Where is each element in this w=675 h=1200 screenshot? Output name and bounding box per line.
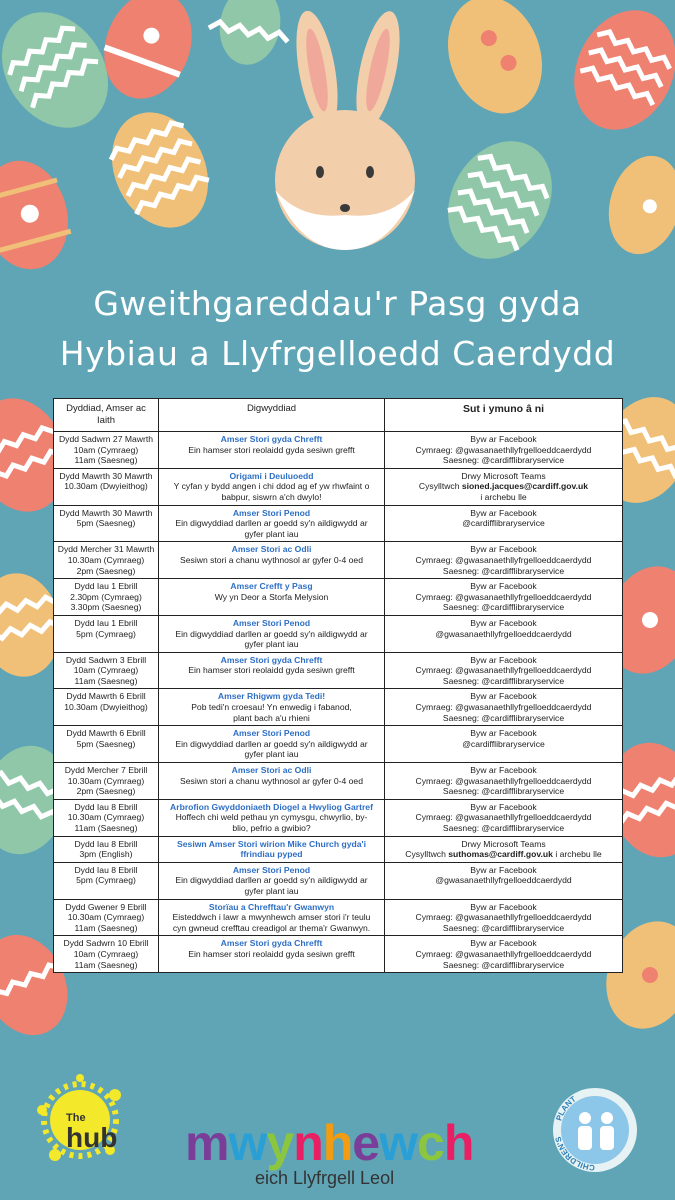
cell-event (159, 799, 385, 836)
page-title-line-2: Hybiau a Llyfrgelloedd Caerdydd (59, 334, 616, 373)
cell-event (159, 836, 385, 862)
event-title: Storïau a Chrefftau'r Gwanwyn (208, 901, 335, 912)
page-title-line-1: Gweithgareddau'r Pasg gyda (93, 284, 582, 323)
date-line: 2pm (Saesneg) (76, 786, 136, 797)
cell-event (159, 763, 385, 800)
cell-event (159, 936, 385, 973)
table-row (54, 615, 623, 652)
table-row (54, 899, 623, 936)
egg-icon (0, 151, 80, 279)
join-line: Saesneg: @cardifflibraryservice (442, 675, 565, 686)
svg-text:CHILDREN'S (554, 1135, 596, 1172)
date-line: 10am (Cymraeg) (73, 665, 139, 676)
date-line: Dydd Iau 8 Ebrill (74, 864, 138, 875)
hub-logo (66, 1112, 117, 1152)
cell-date (54, 615, 159, 652)
childrens-badge-text (545, 1080, 645, 1180)
event-description: gyfer plant iau (244, 885, 299, 896)
event-title: Sesiwn Amser Stori wirion Mike Church gyda'i ffrindiau pyped (177, 838, 366, 860)
brand-letter: w (379, 1115, 417, 1171)
event-title: Amser Stori Penod (232, 617, 311, 628)
event-description: babpur, siswrn a'ch dwylo! (221, 491, 322, 502)
join-line: Cymraeg: @gwasanaethllyfrgelloeddcaerdydd (415, 702, 592, 713)
cell-join (385, 652, 623, 689)
cell-event (159, 579, 385, 616)
date-line: Dydd Sadwrn 27 Mawrth (58, 434, 154, 444)
date-line: 10.30am (Dwyieithog) (64, 481, 148, 492)
cell-event (159, 862, 385, 899)
egg-icon (427, 122, 572, 277)
date-line: Dydd Gwener 9 Ebrill (65, 901, 147, 912)
brand-letter: c (417, 1115, 444, 1171)
event-description: cyn gwneud crefftau creadigol ar thema'r Gwanwyn. (172, 922, 371, 933)
svg-text:PLANT (554, 1094, 577, 1121)
join-line: Saesneg: @cardifflibraryservice (442, 602, 565, 613)
date-line: 10.30am (Cymraeg) (67, 912, 145, 923)
join-line: Cymraeg: @gwasanaethllyfrgelloeddcaerdydd (415, 912, 592, 923)
contact-prefix: Cysylltwch (418, 481, 460, 492)
brand-letter: n (293, 1115, 323, 1171)
event-description: Sesiwn stori a chanu wythnosol ar gyfer 0-4 oed (180, 554, 363, 565)
cell-join (385, 763, 623, 800)
cell-join (385, 799, 623, 836)
date-line: 10.30am (Dwyieithog) (64, 702, 148, 713)
join-line: Byw ar Facebook (470, 901, 537, 912)
join-line: Byw ar Facebook (470, 654, 537, 665)
column-header-event: Digwyddiad (159, 399, 385, 432)
event-description: Wy yn Deor a Storfa Melysion (214, 591, 329, 602)
cell-event (159, 652, 385, 689)
contact-prefix: Cysylltwch (405, 849, 446, 860)
date-line: 5pm (Saesneg) (76, 738, 136, 749)
event-title: Amser Stori gyda Chrefft (220, 434, 323, 444)
cell-join (385, 689, 623, 726)
egg-icon (204, 0, 297, 71)
egg-icon (598, 148, 675, 263)
cell-join (385, 432, 623, 469)
event-description: gyfer plant iau (244, 749, 299, 760)
date-line: Dydd Iau 1 Ebrill (74, 581, 138, 592)
join-line: Byw ar Facebook (470, 864, 537, 875)
cell-date (54, 763, 159, 800)
event-title: Amser Stori Penod (232, 728, 311, 739)
join-line: Cymraeg: @gwasanaethllyfrgelloeddcaerdydd (415, 775, 592, 786)
table-row (54, 726, 623, 763)
event-description: Ein digwyddiad darllen ar goedd sy'n aildigwydd ar (175, 738, 368, 749)
brand-letter: h (443, 1115, 474, 1171)
table-row (54, 432, 623, 469)
cell-date (54, 468, 159, 505)
egg-icon (432, 0, 558, 127)
join-contact (388, 849, 619, 860)
date-line: Dydd Mawrth 6 Ebrill (66, 728, 146, 739)
event-description: Ein digwyddiad darllen ar goedd sy'n aildigwydd ar (175, 628, 368, 639)
date-line: 11am (Saesneg) (74, 675, 138, 686)
cell-join (385, 862, 623, 899)
date-line: Dydd Iau 8 Ebrill (74, 801, 138, 812)
join-line: Drwy Microsoft Teams (461, 470, 546, 481)
date-line: 2pm (Saesneg) (76, 565, 136, 576)
event-title: Amser Stori ac Odli (231, 765, 312, 776)
date-line: 2.30pm (Cymraeg) (70, 591, 142, 602)
cell-join (385, 726, 623, 763)
join-line: Saesneg: @cardifflibraryservice (442, 922, 565, 933)
contact-email-link[interactable]: sioned.jacques@cardiff.gov.uk (461, 481, 589, 492)
table-row (54, 936, 623, 973)
date-line: Dydd Mercher 7 Ebrill (64, 765, 148, 776)
column-header-date: Dyddiad, Amser ac Iaith (54, 399, 159, 432)
join-line: Byw ar Facebook (470, 801, 537, 812)
brand-letter: h (322, 1115, 353, 1171)
event-title: Amser Stori gyda Chrefft (220, 938, 323, 949)
egg-icon (90, 0, 207, 111)
event-description: gyfer plant iau (244, 639, 299, 650)
join-line: Cymraeg: @gwasanaethllyfrgelloeddcaerdydd (415, 948, 592, 959)
badge-text-top: PLANT (554, 1094, 578, 1122)
event-description: Ein hamser stori reolaidd gyda sesiwn grefft (188, 665, 355, 676)
brand-letter: m (185, 1115, 229, 1171)
join-line: Byw ar Facebook (470, 691, 537, 702)
cell-date (54, 689, 159, 726)
brand-letter: e (352, 1115, 380, 1171)
join-line: Cymraeg: @gwasanaethllyfrgelloeddcaerdydd (415, 554, 592, 565)
date-line: 10.30am (Cymraeg) (67, 554, 145, 565)
event-title: Amser Rhigwm gyda Tedi! (217, 691, 326, 702)
event-description: Eisteddwch i lawr a mwynhewch amser stori i'r teulu (172, 912, 371, 923)
event-description: Ein hamser stori reolaidd gyda sesiwn grefft (188, 948, 355, 959)
join-line: Saesneg: @cardifflibraryservice (442, 712, 565, 723)
cell-event (159, 689, 385, 726)
cell-date (54, 799, 159, 836)
join-line: Byw ar Facebook (470, 507, 537, 518)
date-line: 5pm (Cymraeg) (76, 628, 136, 639)
date-line: 5pm (Cymraeg) (76, 875, 136, 886)
join-line: @gwasanaethllyfrgelloeddcaerdydd (435, 628, 572, 639)
brand-subtitle: eich Llyfrgell Leol (255, 1168, 395, 1188)
cell-date (54, 862, 159, 899)
date-line: Dydd Iau 1 Ebrill (74, 617, 138, 628)
join-line: Saesneg: @cardifflibraryservice (442, 823, 565, 833)
event-title: Amser Stori Penod (232, 507, 311, 518)
event-title: Amser Stori gyda Chrefft (220, 654, 323, 665)
cell-date (54, 899, 159, 936)
date-line: 10am (Cymraeg) (73, 444, 139, 455)
event-description: Sesiwn stori a chanu wythnosol ar gyfer 0-4 oed (180, 775, 363, 786)
table-row (54, 862, 623, 899)
date-line: Dydd Mawrth 6 Ebrill (66, 691, 146, 702)
cell-join (385, 579, 623, 616)
event-title: Origami i Deuluoedd (229, 470, 314, 481)
table-row (54, 542, 623, 579)
join-line: Byw ar Facebook (470, 581, 537, 592)
cell-date (54, 505, 159, 542)
event-title: Arbrofion Gwyddoniaeth Diogel a Hwyliog Gartref (170, 801, 373, 812)
cell-event (159, 615, 385, 652)
join-line: Saesneg: @cardifflibraryservice (442, 959, 565, 970)
cell-date (54, 432, 159, 469)
join-line: @cardifflibraryservice (462, 518, 545, 529)
join-line: @cardifflibraryservice (462, 738, 545, 749)
event-description: gyfer plant iau (244, 528, 299, 539)
cell-event (159, 542, 385, 579)
join-line: Byw ar Facebook (470, 938, 537, 949)
join-line: Byw ar Facebook (470, 617, 537, 628)
join-contact (388, 481, 619, 492)
date-line: Dydd Mawrth 30 Mawrth (59, 507, 153, 518)
join-line: Byw ar Facebook (470, 765, 537, 776)
cell-join (385, 468, 623, 505)
cell-date (54, 542, 159, 579)
table-row (54, 799, 623, 836)
column-header-join: Sut i ymuno â ni (385, 399, 623, 432)
event-description: plant bach a'u rhieni (233, 712, 310, 723)
brand-letter: w (228, 1115, 267, 1171)
date-line: Dydd Mawrth 30 Mawrth (59, 470, 153, 481)
cell-date (54, 836, 159, 862)
join-line: Saesneg: @cardifflibraryservice (442, 455, 565, 466)
table-row (54, 763, 623, 800)
join-line: Cymraeg: @gwasanaethllyfrgelloeddcaerdydd (415, 444, 592, 455)
cell-join (385, 505, 623, 542)
date-line: 10.30am (Cymraeg) (67, 812, 145, 823)
contact-email-link[interactable]: suthomas@cardiff.gov.uk (448, 849, 553, 860)
join-line: Byw ar Facebook (470, 728, 537, 739)
egg-icon (94, 97, 226, 244)
cell-date (54, 936, 159, 973)
egg-icon (555, 0, 675, 146)
cell-date (54, 652, 159, 689)
events-table (53, 398, 623, 973)
event-description: Ein hamser stori reolaidd gyda sesiwn grefft (188, 444, 355, 455)
join-line: Byw ar Facebook (470, 544, 537, 555)
cell-date (54, 579, 159, 616)
cell-join (385, 936, 623, 973)
date-line: 11am (Saesneg) (74, 823, 138, 833)
table-row (54, 505, 623, 542)
join-line: Cymraeg: @gwasanaethllyfrgelloeddcaerdydd (415, 665, 592, 676)
cell-date (54, 726, 159, 763)
event-title: Amser Crefft y Pasg (230, 581, 313, 592)
table-row (54, 468, 623, 505)
join-line: Cymraeg: @gwasanaethllyfrgelloeddcaerdydd (415, 812, 592, 823)
cell-join (385, 542, 623, 579)
date-line: Dydd Mercher 31 Mawrth (57, 544, 155, 555)
brand-letter: y (266, 1115, 294, 1171)
cell-event (159, 899, 385, 936)
contact-suffix: i archebu lle (480, 491, 527, 502)
table-row (54, 689, 623, 726)
event-description: Pob tedi'n croesau! Yn enwedig i fabanod, (191, 702, 352, 713)
date-line: 3.30pm (Saesneg) (70, 602, 142, 613)
date-line: 3pm (English) (79, 849, 133, 860)
event-title: Amser Stori ac Odli (231, 544, 312, 555)
hub-logo-the: The (66, 1112, 86, 1124)
date-line: 11am (Saesneg) (74, 455, 138, 466)
cell-event (159, 432, 385, 469)
cell-join (385, 899, 623, 936)
date-line: 10am (Cymraeg) (73, 948, 139, 959)
event-description: blio, pefrio a gwibio? (232, 823, 311, 833)
event-description: Ein digwyddiad darllen ar goedd sy'n aildigwydd ar (175, 518, 368, 529)
badge-text-bottom: CHILDREN'S (553, 1135, 596, 1173)
cell-event (159, 505, 385, 542)
join-line: Saesneg: @cardifflibraryservice (442, 786, 565, 797)
join-line: Byw ar Facebook (470, 434, 537, 444)
bunny-icon (275, 8, 415, 250)
cell-join (385, 615, 623, 652)
date-line: Dydd Sadwrn 3 Ebrill (65, 654, 147, 665)
join-line: Drwy Microsoft Teams (461, 838, 546, 849)
hub-logo-hub: hub (66, 1122, 118, 1153)
table-row (54, 652, 623, 689)
table-row (54, 836, 623, 862)
cell-event (159, 468, 385, 505)
mwynhewch-logo (185, 1115, 474, 1171)
join-line: Saesneg: @cardifflibraryservice (442, 565, 565, 576)
table-header-row (54, 399, 623, 432)
date-line: 11am (Saesneg) (74, 922, 138, 933)
cell-event (159, 726, 385, 763)
date-line: Dydd Iau 8 Ebrill (74, 838, 138, 849)
date-line: Dydd Sadwrn 10 Ebrill (63, 938, 149, 949)
date-line: 5pm (Saesneg) (76, 518, 136, 529)
cell-join (385, 836, 623, 862)
table-row (54, 579, 623, 616)
date-line: 11am (Saesneg) (74, 959, 138, 970)
event-description: Hoffech chi weld pethau yn cymysgu, chwyrlio, by- (175, 812, 368, 823)
event-description: Ein digwyddiad darllen ar goedd sy'n aildigwydd ar (175, 875, 368, 886)
date-line: 10.30am (Cymraeg) (67, 775, 145, 786)
join-line: @gwasanaethllyfrgelloeddcaerdydd (435, 875, 572, 886)
event-title: Amser Stori Penod (232, 864, 311, 875)
event-description: Y cyfan y bydd angen i chi ddod ag ef yw rhwfaint o (173, 481, 370, 492)
join-line: Cymraeg: @gwasanaethllyfrgelloeddcaerdydd (415, 591, 592, 602)
contact-suffix: i archebu lle (555, 849, 602, 860)
